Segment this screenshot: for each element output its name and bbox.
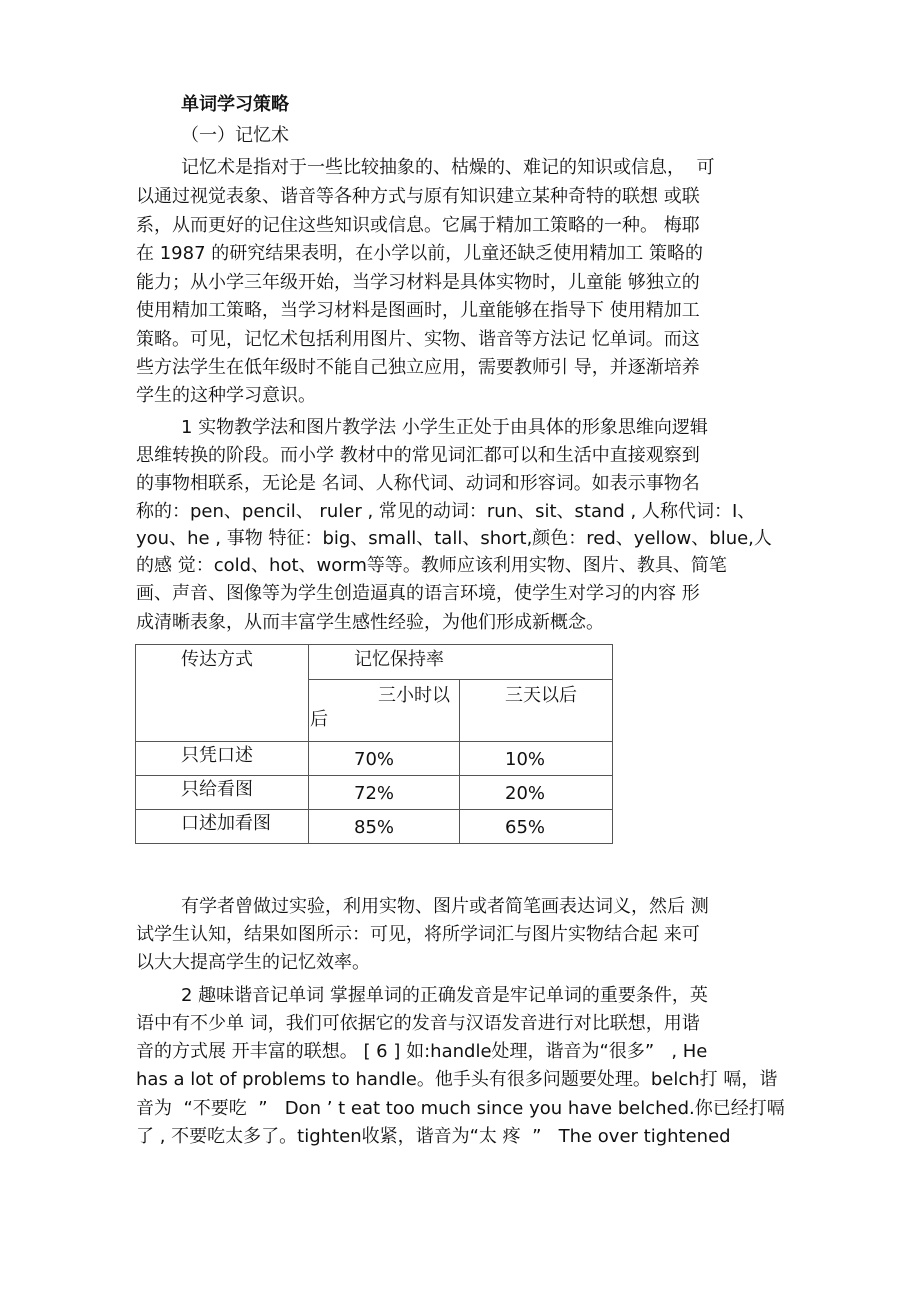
- table-cell-value: 10%: [505, 749, 546, 770]
- paragraph-line: 以通过视觉表象、谐音等各种方式与原有知识建立某种奇特的联想 或联: [136, 186, 700, 207]
- paragraph-line: 有学者曾做过实验，利用实物、图片或者简笔画表达词义，然后 测: [181, 896, 709, 917]
- paragraph-line: 以大大提高学生的记忆效率。: [136, 952, 370, 973]
- paragraph-line: 在 1987 的研究结果表明，在小学以前，儿童还缺乏使用精加工 策略的: [136, 243, 703, 264]
- paragraph-line: 称的：pen、pencil、 ruler , 常见的动词：run、sit、stand , 人称代词：I、: [136, 501, 756, 522]
- section-heading: （一）记忆术: [181, 125, 289, 146]
- table-cell-method: 只给看图: [181, 779, 253, 800]
- table-cell-value: 65%: [505, 817, 546, 838]
- paragraph-line: 语中有不少单 词，我们可依据它的发音与汉语发音进行对比联想，用谐: [136, 1013, 700, 1034]
- paragraph-line: 音的方式展 开丰富的联想。 [ 6 ] 如:handle处理，谐音为“很多” , He: [136, 1041, 708, 1062]
- table-subheader-three-hours: [309, 680, 460, 742]
- paragraph-line: 记忆术是指对于一些比较抽象的、枯燥的、难记的知识或信息， 可: [181, 157, 715, 178]
- table-row: [136, 742, 613, 776]
- header-text: 三小时以: [378, 685, 450, 706]
- header-text: 后: [310, 709, 328, 730]
- paragraph-line: 成清晰表象，从而丰富学生感性经验，为他们形成新概念。: [136, 612, 604, 633]
- paragraph-line: 2 趣味谐音记单词 掌握单词的正确发音是牢记单词的重要条件，英: [181, 985, 708, 1006]
- paragraph-line: you、he , 事物 特征：big、small、tall、short,颜色：red、yellow、blue,人: [136, 528, 772, 549]
- table-cell-value: 72%: [354, 783, 395, 804]
- header-text: 三天以后: [505, 685, 577, 706]
- header-text: 记忆保持率: [354, 649, 444, 670]
- table-header-method: [136, 645, 309, 742]
- table-cell-value: 85%: [354, 817, 395, 838]
- paragraph-line: has a lot of problems to handle。他手头有很多问题要处理。belch打 嗝，谐: [136, 1069, 778, 1090]
- paragraph-line: 1 实物教学法和图片教学法 小学生正处于由具体的形象思维向逻辑: [181, 417, 708, 438]
- page-title: 单词学习策略: [181, 94, 289, 115]
- table-header-retention: [309, 645, 613, 680]
- table-cell-method: 口述加看图: [181, 813, 271, 834]
- memory-retention-table: [135, 644, 613, 844]
- paragraph-line: 了 , 不要吃太多了。tighten收紧，谐音为“太 疼 ” The over tightened: [136, 1126, 731, 1147]
- paragraph-line: 使用精加工策略，当学习材料是图画时，儿童能够在指导下 使用精加工: [136, 300, 700, 321]
- table-row: [136, 810, 613, 844]
- paragraph-line: 些方法学生在低年级时不能自己独立应用，需要教师引 导，并逐渐培养: [136, 357, 700, 378]
- paragraph-line: 画、声音、图像等为学生创造逼真的语言环境，使学生对学习的内容 形: [136, 583, 700, 604]
- paragraph-line: 思维转换的阶段。而小学 教材中的常见词汇都可以和生活中直接观察到: [136, 445, 700, 466]
- paragraph-line: 的感 觉：cold、hot、worm等等。教师应该利用实物、图片、教具、简笔: [136, 555, 727, 576]
- header-text: 传达方式: [181, 649, 253, 670]
- paragraph-line: 试学生认知，结果如图所示：可见，将所学词汇与图片实物结合起 来可: [136, 924, 700, 945]
- table-cell-value: 20%: [505, 783, 546, 804]
- paragraph-line: 策略。可见，记忆术包括利用图片、实物、谐音等方法记 忆单词。而这: [136, 329, 700, 350]
- paragraph-line: 的事物相联系，无论是 名词、人称代词、动词和形容词。如表示事物名: [136, 473, 700, 494]
- paragraph-line: 学生的这种学习意识。: [136, 385, 316, 406]
- table-cell-method: 只凭口述: [181, 745, 253, 766]
- paragraph-line: 系，从而更好的记住这些知识或信息。它属于精加工策略的一种。 梅耶: [136, 215, 700, 236]
- table-cell-value: 70%: [354, 749, 395, 770]
- table-subheader-three-days: [460, 680, 613, 742]
- paragraph-line: 音为 “不要吃 ” Don ’ t eat too much since you have belched.你已经打嗝: [136, 1098, 785, 1119]
- paragraph-line: 能力；从小学三年级开始，当学习材料是具体实物时，儿童能 够独立的: [136, 272, 700, 293]
- table-row: [136, 776, 613, 810]
